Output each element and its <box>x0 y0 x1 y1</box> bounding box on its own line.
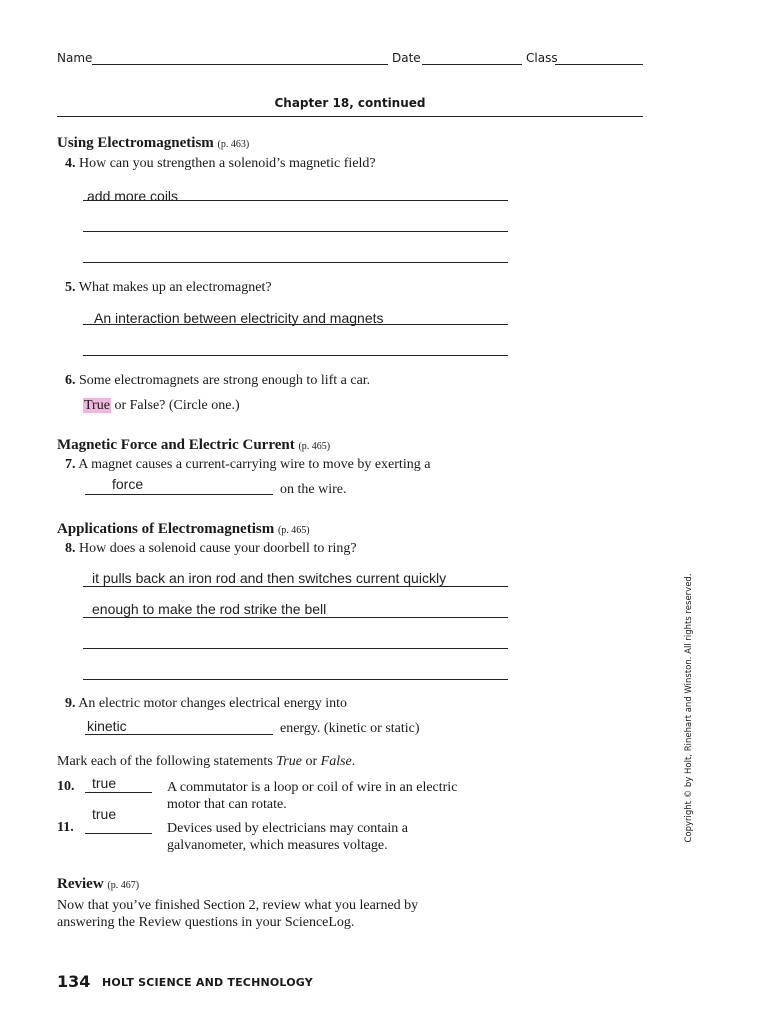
instruction-or: or <box>301 754 321 769</box>
choice-rest: or False? (Circle one.) <box>110 398 240 413</box>
chapter-heading: Chapter 18, continued <box>274 96 426 110</box>
review-text <box>57 897 418 931</box>
question-number: 9. <box>65 696 76 711</box>
name-field[interactable] <box>92 64 388 65</box>
question-text: Some electromagnets are strong enough to lift a car. <box>79 373 371 388</box>
answer-8-line-2: enough to make the rod strike the bell <box>92 601 327 617</box>
question-text: An electric motor changes electrical energy into <box>78 696 347 711</box>
section-title: Using Electromagnetism <box>57 135 214 151</box>
answer-line[interactable] <box>83 679 508 680</box>
question-6 <box>65 373 370 389</box>
section-heading-using <box>57 135 249 152</box>
book-title: HOLT SCIENCE AND TECHNOLOGY <box>102 976 313 989</box>
question-text: How can you strengthen a solenoid’s magnetic field? <box>79 156 376 171</box>
page-ref: (p. 467) <box>107 880 140 891</box>
instruction-true: True <box>276 754 302 769</box>
question-number: 8. <box>65 541 76 556</box>
question-7 <box>65 457 430 473</box>
review-line: answering the Review questions in your ScienceLog. <box>57 915 355 930</box>
section-heading-review <box>57 876 139 893</box>
date-label: Date <box>392 51 421 65</box>
answer-5: An interaction between electricity and magnets <box>94 310 384 326</box>
answer-line[interactable] <box>83 262 508 263</box>
class-field[interactable] <box>555 64 643 65</box>
answer-9: kinetic <box>87 718 127 734</box>
section-heading-force <box>57 437 330 454</box>
answer-line[interactable] <box>83 617 508 618</box>
section-title: Review <box>57 876 104 892</box>
question-7-end: on the wire. <box>280 482 347 497</box>
question-4 <box>65 156 376 172</box>
answer-blank[interactable] <box>85 792 152 793</box>
instruction-false: False <box>320 754 352 769</box>
page-number: 134 <box>57 972 91 991</box>
true-false-choice <box>83 398 240 414</box>
question-number: 6. <box>65 373 76 388</box>
question-5 <box>65 280 272 296</box>
page-ref: (p. 463) <box>217 139 250 150</box>
question-text: What makes up an electromagnet? <box>78 280 272 295</box>
answer-line[interactable] <box>83 355 508 356</box>
page-ref: (p. 465) <box>277 525 310 536</box>
question-text: How does a solenoid cause your doorbell to ring? <box>79 541 357 556</box>
answer-blank[interactable] <box>85 833 152 834</box>
question-10-number: 10. <box>57 779 75 794</box>
question-text: A magnet causes a current-carrying wire to move by exerting a <box>78 457 431 472</box>
header-rule <box>57 116 643 117</box>
statement-line: Devices used by electricians may contain a <box>167 821 409 836</box>
name-label: Name <box>57 51 93 65</box>
true-false-instructions <box>57 754 355 770</box>
answer-line[interactable] <box>83 648 508 649</box>
question-number: 7. <box>65 457 76 472</box>
answer-7: force <box>112 476 144 492</box>
copyright-notice: Copyright © by Holt, Rinehart and Winston. All rights reserved. <box>684 573 694 843</box>
instruction-period: . <box>351 754 356 769</box>
answer-4: add more coils <box>87 188 179 204</box>
question-8 <box>65 541 357 557</box>
statement-line: galvanometer, which measures voltage. <box>167 838 388 853</box>
question-number: 4. <box>65 156 76 171</box>
answer-line[interactable] <box>85 494 273 495</box>
true-highlighted[interactable]: True <box>84 398 110 413</box>
section-title: Applications of Electromagnetism <box>57 521 275 537</box>
question-number: 5. <box>65 280 76 295</box>
answer-line[interactable] <box>83 231 508 232</box>
statement-line: A commutator is a loop or coil of wire in an electric <box>167 780 458 795</box>
class-label: Class <box>526 51 558 65</box>
statement-line: motor that can rotate. <box>167 797 287 812</box>
question-9-end: energy. (kinetic or static) <box>280 721 420 736</box>
answer-10: true <box>92 775 117 791</box>
question-10-text <box>167 779 457 813</box>
answer-line[interactable] <box>83 200 508 201</box>
answer-11: true <box>92 806 117 822</box>
question-11-text <box>167 820 408 854</box>
page-ref: (p. 465) <box>298 441 331 452</box>
question-11-number: 11. <box>57 820 74 835</box>
answer-8-line-1: it pulls back an iron rod and then switches current quickly <box>92 570 447 586</box>
answer-line[interactable] <box>83 586 508 587</box>
question-9 <box>65 696 347 712</box>
answer-line[interactable] <box>83 324 508 325</box>
section-heading-apps <box>57 521 310 538</box>
date-field[interactable] <box>422 64 522 65</box>
section-title: Magnetic Force and Electric Current <box>57 437 295 453</box>
review-line: Now that you’ve finished Section 2, review what you learned by <box>57 898 419 913</box>
instruction-text: Mark each of the following statements <box>57 754 277 769</box>
answer-line[interactable] <box>85 734 273 735</box>
